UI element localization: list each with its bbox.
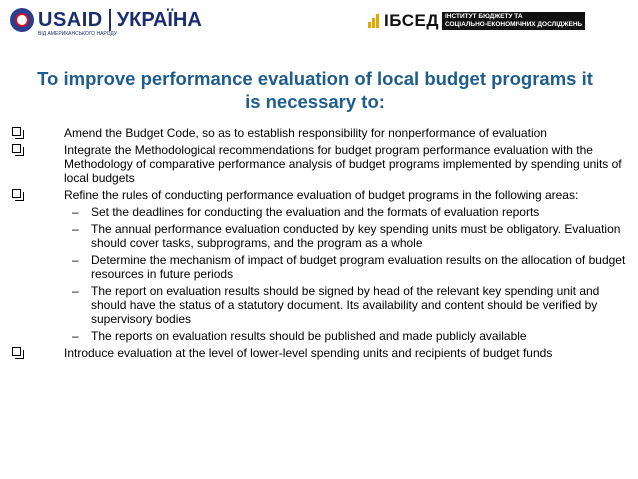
- checkbox-bullet-icon: [12, 347, 21, 356]
- ukraine-wordmark: УКРАЇНА: [116, 9, 202, 31]
- ibsed-wordmark: ІБСЕД: [384, 11, 439, 30]
- dash-bullet-icon: –: [72, 205, 79, 219]
- ibsed-logo: [368, 12, 585, 30]
- dash-bullet-icon: –: [72, 253, 79, 267]
- slide-title: To improve performance evaluation of local budget programs it is necessary to:: [37, 68, 593, 112]
- bullet-list: [6, 126, 632, 363]
- sub-bullet-item: [6, 205, 632, 219]
- logo-separator: [109, 9, 111, 31]
- ibsed-fullname: ІНСТИТУТ БЮДЖЕТУ ТА СОЦІАЛЬНО-ЕКОНОМІЧНИХ ДОСЛІДЖЕНЬ: [442, 12, 585, 30]
- sub-bullet-item: [6, 329, 632, 343]
- dash-bullet-icon: –: [72, 222, 79, 236]
- bullet-item: [6, 188, 632, 202]
- dash-bullet-icon: –: [72, 329, 79, 343]
- usaid-seal-icon: [10, 8, 34, 32]
- bullet-item: [6, 346, 632, 360]
- bullet-item: [6, 143, 632, 185]
- usaid-wordmark: USAID: [38, 9, 103, 31]
- sub-bullet-text: Set the deadlines for conducting the evaluation and the formats of evaluation reports: [91, 205, 540, 219]
- bullet-text: Refine the rules of conducting performance evaluation of budget programs in the following areas:: [64, 188, 579, 202]
- sub-bullet-item: [6, 222, 632, 250]
- dash-bullet-icon: –: [72, 284, 79, 298]
- sub-bullet-text: The report on evaluation results should be signed by head of the relevant key spending unit and should have the status of a statutory document. Its availability and content should be verified by supervisory bodies: [91, 284, 600, 326]
- bullet-text: Integrate the Methodological recommendations for budget program performance evaluation with the Methodology of comparative performance analysis of budget programs implemented by spending units of local budgets: [64, 143, 622, 185]
- sub-bullet-text: The annual performance evaluation conducted by key spending units must be obligatory. Evaluation should cover tasks, subprograms, and the program as a whole: [91, 222, 621, 250]
- ibsed-bars-icon: [368, 14, 380, 28]
- sub-bullet-text: Determine the mechanism of impact of budget program evaluation results on the allocation of budget resources in future periods: [91, 253, 626, 281]
- checkbox-bullet-icon: [12, 189, 21, 198]
- checkbox-bullet-icon: [12, 127, 21, 136]
- checkbox-bullet-icon: [12, 144, 21, 153]
- sub-bullet-item: [6, 253, 632, 281]
- usaid-logo: [10, 8, 202, 32]
- sub-bullet-text: The reports on evaluation results should be published and made publicly available: [91, 329, 527, 343]
- bullet-item: [6, 126, 632, 140]
- bullet-text: Introduce evaluation at the level of lower-level spending units and recipients of budget funds: [64, 346, 553, 360]
- usaid-tagline: ВІД АМЕРИКАНСЬКОГО НАРОДУ: [38, 31, 118, 37]
- header: [0, 0, 638, 44]
- sub-bullet-item: [6, 284, 632, 326]
- bullet-text: Amend the Budget Code, so as to establish responsibility for nonperformance of evaluation: [64, 126, 547, 140]
